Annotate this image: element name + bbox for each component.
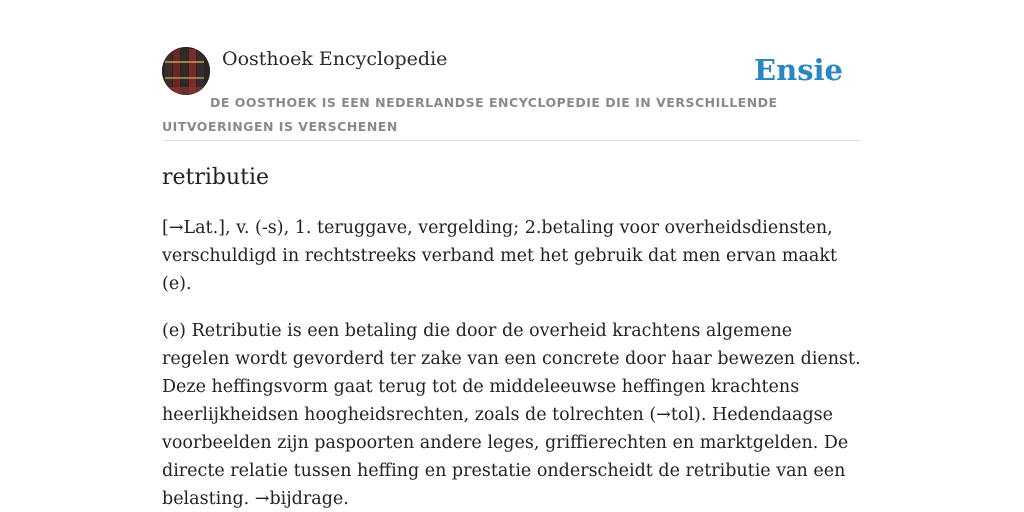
- avatar[interactable]: [162, 47, 210, 95]
- site-tagline: DE OOSTHOEK IS EEN NEDERLANDSE ENCYCLOPEDIE DIE IN VERSCHILLENDE UITVOERINGEN IS VERSCHENEN: [162, 95, 778, 134]
- article: [162, 162, 862, 512]
- article-paragraph-explanation: (e) Retributie is een betaling die door de overheid krachtens algemene regelen wordt gevorderd ter zake van een concrete door haar bewezen dienst. Deze heffingsvorm gaat terug tot de middeleeuwse heffingen krachtens heerlijkheidsen hoogheidsrechten, zoals de tolrechten (→tol). Hedendaagse voorbeelden zijn paspoorten andere leges, griffierechten en marktgelden. De directe relatie tussen heffing en prestatie onderscheidt de retributie van een belasting. →bijdrage.: [162, 321, 861, 509]
- article-title: retributie: [162, 165, 270, 190]
- article-paragraph-definition: [→Lat.], v. (-s), 1. teruggave, vergelding; 2.betaling voor overheidsdiensten, verschuldigd in rechtstreeks verband met het gebruik dat men ervan maakt (e).: [162, 218, 837, 294]
- site-header: [162, 46, 862, 141]
- site-name[interactable]: Oosthoek Encyclopedie: [222, 48, 448, 70]
- brand-logo[interactable]: Ensie: [754, 53, 843, 87]
- book-spines-icon: [162, 47, 210, 95]
